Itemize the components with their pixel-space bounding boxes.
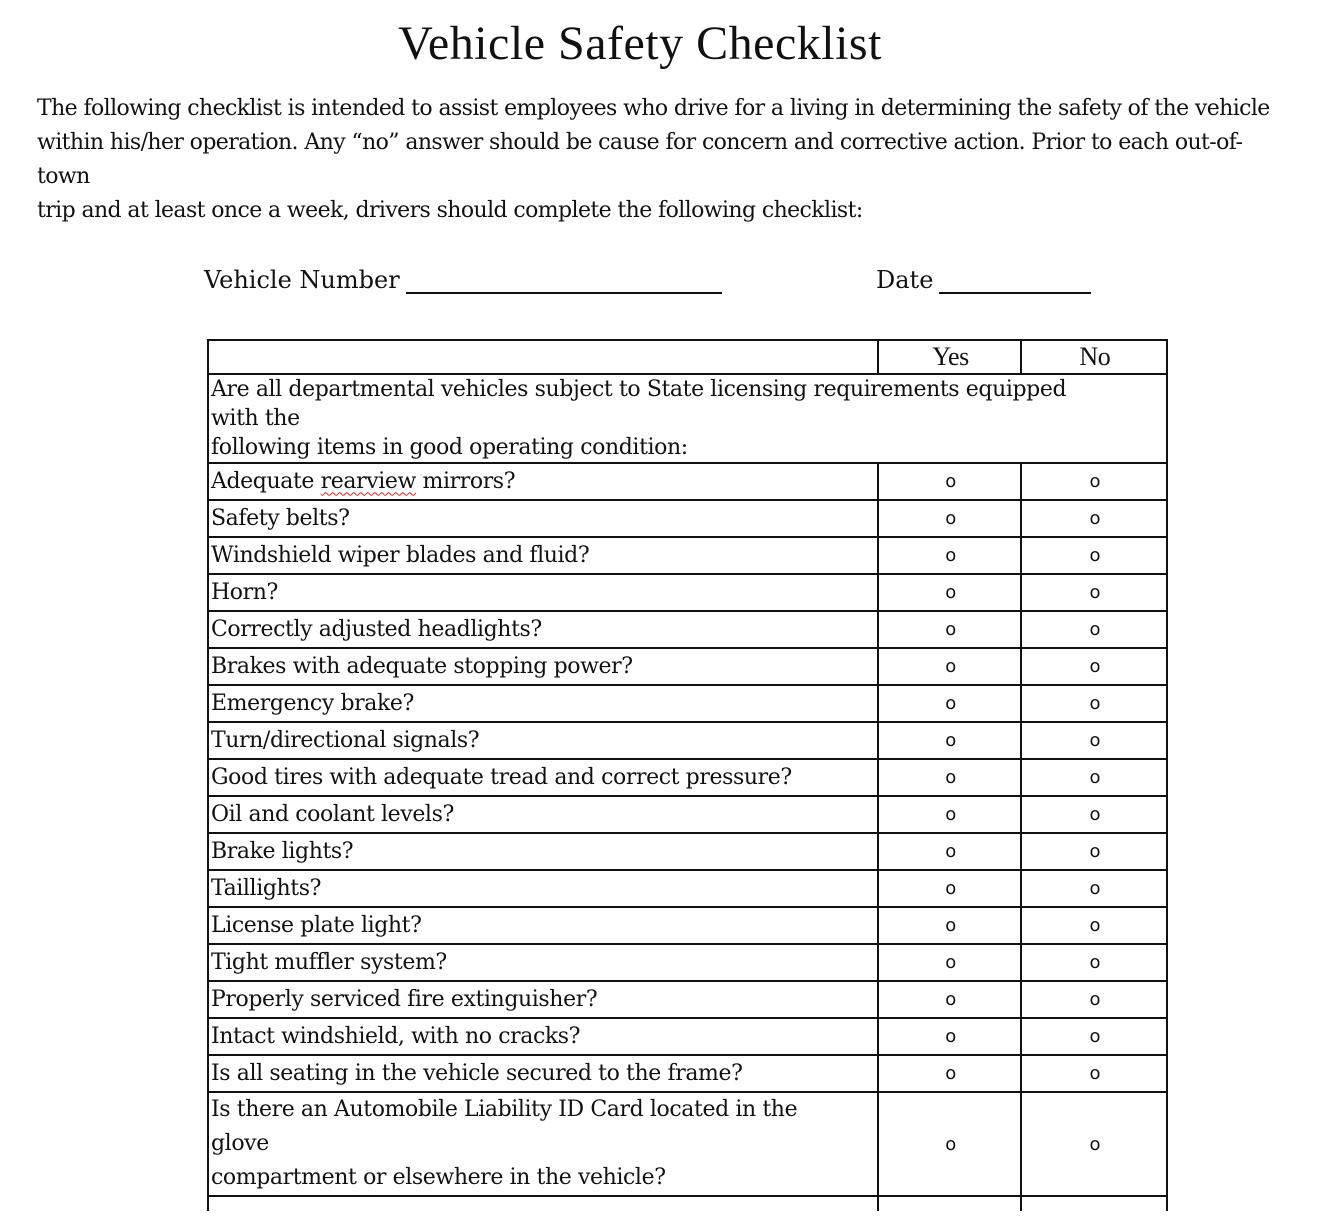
- question-text: Tight muffler system?: [211, 949, 447, 975]
- checklist-question: [208, 1055, 878, 1092]
- no-option[interactable]: o: [1021, 870, 1167, 907]
- intro-line: town: [37, 164, 90, 189]
- date-blank[interactable]: [939, 262, 1091, 294]
- no-option[interactable]: o: [1021, 685, 1167, 722]
- question-text: Brakes with adequate stopping power?: [211, 653, 633, 679]
- table-row: [208, 463, 1167, 500]
- group-question-line: with the: [211, 406, 300, 431]
- group-header-row: [208, 374, 1167, 463]
- question-text-line: Is there an Automobile Liability ID Card located in the: [211, 1097, 798, 1122]
- no-column-header: No: [1021, 340, 1167, 374]
- no-option[interactable]: o: [1021, 1018, 1167, 1055]
- question-text: Good tires with adequate tread and correct pressure?: [211, 764, 792, 790]
- table-row: [208, 907, 1167, 944]
- no-option[interactable]: o: [1021, 574, 1167, 611]
- date-field[interactable]: [876, 262, 1091, 294]
- yes-column-header: Yes: [878, 340, 1020, 374]
- table-row-cutoff: [208, 1196, 1167, 1211]
- table-row: [208, 685, 1167, 722]
- yes-option[interactable]: o: [878, 796, 1020, 833]
- checklist-question: [208, 1092, 878, 1196]
- checklist-table: [207, 339, 1168, 1211]
- question-text: Correctly adjusted headlights?: [211, 616, 542, 642]
- cutoff-cell: [1021, 1196, 1167, 1211]
- intro-paragraph: [37, 92, 1327, 228]
- table-row: [208, 796, 1167, 833]
- question-text: Safety belts?: [211, 505, 350, 531]
- intro-line: The following checklist is intended to assist employees who drive for a living in determining the safety of the vehicle: [37, 96, 1270, 121]
- cutoff-cell: [208, 1196, 878, 1211]
- no-option[interactable]: o: [1021, 1092, 1167, 1196]
- no-option[interactable]: o: [1021, 500, 1167, 537]
- cutoff-cell: [878, 1196, 1020, 1211]
- date-label: Date: [876, 266, 934, 294]
- checklist-question: [208, 537, 878, 574]
- checklist-question: [208, 500, 878, 537]
- vehicle-number-field[interactable]: [204, 262, 722, 294]
- yes-option[interactable]: o: [878, 500, 1020, 537]
- table-row: [208, 1092, 1167, 1196]
- checklist-question: [208, 463, 878, 500]
- yes-option[interactable]: o: [878, 1018, 1020, 1055]
- question-text: Is all seating in the vehicle secured to the frame?: [211, 1060, 743, 1086]
- checklist-question: [208, 833, 878, 870]
- no-option[interactable]: o: [1021, 648, 1167, 685]
- spellcheck-flagged-word: rearview: [320, 468, 416, 494]
- question-text: License plate light?: [211, 912, 422, 938]
- table-row: [208, 500, 1167, 537]
- yes-option[interactable]: o: [878, 1055, 1020, 1092]
- table-row: [208, 722, 1167, 759]
- checklist-question: [208, 796, 878, 833]
- question-text: Horn?: [211, 579, 278, 605]
- checklist-question: [208, 981, 878, 1018]
- checklist-question: [208, 1018, 878, 1055]
- yes-option[interactable]: o: [878, 463, 1020, 500]
- table-header-row: [208, 340, 1167, 374]
- yes-option[interactable]: o: [878, 722, 1020, 759]
- vehicle-number-label: Vehicle Number: [204, 266, 400, 294]
- question-text: Oil and coolant levels?: [211, 801, 454, 827]
- question-text-line: glove: [211, 1131, 269, 1156]
- group-question-line: following items in good operating condition:: [211, 435, 688, 460]
- table-row: [208, 944, 1167, 981]
- no-option[interactable]: o: [1021, 611, 1167, 648]
- table-row: [208, 870, 1167, 907]
- table-row: [208, 981, 1167, 1018]
- form-fields: [0, 262, 1343, 302]
- no-option[interactable]: o: [1021, 722, 1167, 759]
- intro-line: within his/her operation. Any “no” answer should be cause for concern and corrective action. Prior to each out-of-: [37, 130, 1243, 155]
- checklist-question: [208, 611, 878, 648]
- yes-option[interactable]: o: [878, 1092, 1020, 1196]
- question-text: Adequate: [211, 468, 321, 494]
- no-option[interactable]: o: [1021, 981, 1167, 1018]
- no-option[interactable]: o: [1021, 463, 1167, 500]
- vehicle-number-blank[interactable]: [406, 262, 722, 294]
- yes-option[interactable]: o: [878, 574, 1020, 611]
- question-text: Brake lights?: [211, 838, 354, 864]
- question-column-header: [208, 340, 878, 374]
- group-question-line: Are all departmental vehicles subject to State licensing requirements equipped: [211, 377, 1067, 402]
- yes-option[interactable]: o: [878, 648, 1020, 685]
- yes-option[interactable]: o: [878, 907, 1020, 944]
- checklist-question: [208, 574, 878, 611]
- no-option[interactable]: o: [1021, 944, 1167, 981]
- question-text: Windshield wiper blades and fluid?: [211, 542, 590, 568]
- no-option[interactable]: o: [1021, 759, 1167, 796]
- question-text: Turn/directional signals?: [211, 727, 480, 753]
- table-row: [208, 648, 1167, 685]
- table-row: [208, 574, 1167, 611]
- question-text: Emergency brake?: [211, 690, 414, 716]
- no-option[interactable]: o: [1021, 907, 1167, 944]
- yes-option[interactable]: o: [878, 759, 1020, 796]
- table-row: [208, 537, 1167, 574]
- intro-line: trip and at least once a week, drivers should complete the following checklist:: [37, 198, 863, 223]
- checklist-question: [208, 759, 878, 796]
- checklist-question: [208, 722, 878, 759]
- table-row: [208, 1018, 1167, 1055]
- table-row: [208, 1055, 1167, 1092]
- no-option[interactable]: o: [1021, 537, 1167, 574]
- yes-option[interactable]: o: [878, 611, 1020, 648]
- question-text-line: compartment or elsewhere in the vehicle?: [211, 1165, 666, 1190]
- no-option[interactable]: o: [1021, 1055, 1167, 1092]
- no-option[interactable]: o: [1021, 833, 1167, 870]
- question-text: Properly serviced fire extinguisher?: [211, 986, 598, 1012]
- checklist-question: [208, 907, 878, 944]
- question-text: Intact windshield, with no cracks?: [211, 1023, 581, 1049]
- yes-option[interactable]: o: [878, 981, 1020, 1018]
- checklist-question: [208, 870, 878, 907]
- yes-option[interactable]: o: [878, 833, 1020, 870]
- question-text: mirrors?: [415, 468, 516, 494]
- document-title: Vehicle Safety Checklist: [398, 17, 882, 70]
- checklist-question: [208, 944, 878, 981]
- no-option[interactable]: o: [1021, 796, 1167, 833]
- question-text: Taillights?: [211, 875, 322, 901]
- table-row: [208, 611, 1167, 648]
- checklist-question: [208, 648, 878, 685]
- group-question: [208, 374, 1167, 463]
- table-row: [208, 833, 1167, 870]
- yes-option[interactable]: o: [878, 870, 1020, 907]
- checklist-question: [208, 685, 878, 722]
- yes-option[interactable]: o: [878, 537, 1020, 574]
- yes-option[interactable]: o: [878, 685, 1020, 722]
- yes-option[interactable]: o: [878, 944, 1020, 981]
- table-row: [208, 759, 1167, 796]
